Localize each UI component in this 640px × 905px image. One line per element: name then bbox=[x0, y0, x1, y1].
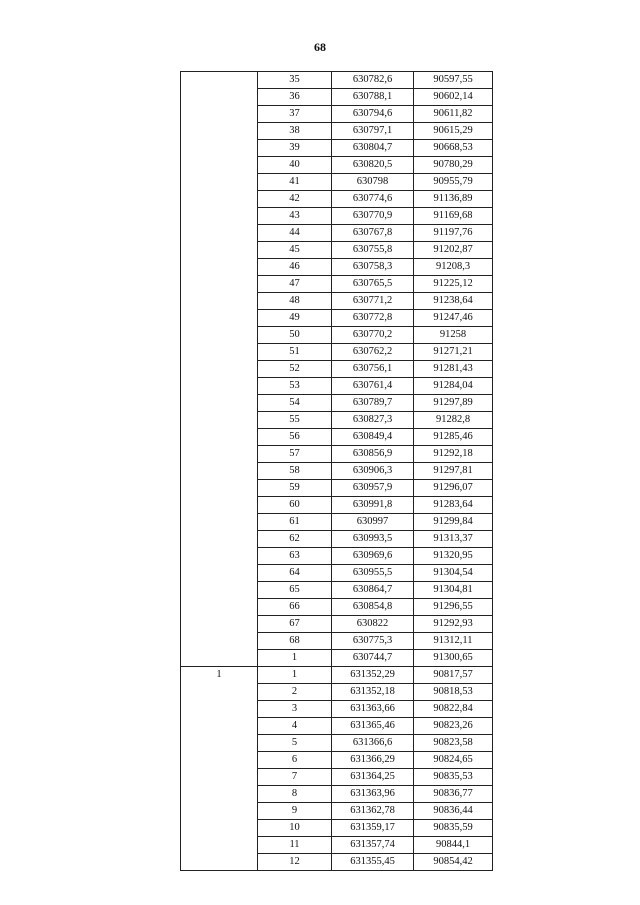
x-coordinate-cell: 630864,7 bbox=[332, 582, 414, 599]
x-coordinate-cell: 630993,5 bbox=[332, 531, 414, 548]
y-coordinate-cell: 90836,44 bbox=[414, 803, 493, 820]
x-coordinate-cell: 630794,6 bbox=[332, 106, 414, 123]
point-number-cell: 7 bbox=[258, 769, 332, 786]
y-coordinate-cell: 90824,65 bbox=[414, 752, 493, 769]
x-coordinate-cell: 631359,17 bbox=[332, 820, 414, 837]
x-coordinate-cell: 630767,8 bbox=[332, 225, 414, 242]
point-number-cell: 56 bbox=[258, 429, 332, 446]
y-coordinate-cell: 91208,3 bbox=[414, 259, 493, 276]
point-number-cell: 8 bbox=[258, 786, 332, 803]
point-number-cell: 46 bbox=[258, 259, 332, 276]
point-number-cell: 54 bbox=[258, 395, 332, 412]
point-number-cell: 51 bbox=[258, 344, 332, 361]
x-coordinate-cell: 630957,9 bbox=[332, 480, 414, 497]
point-number-cell: 9 bbox=[258, 803, 332, 820]
point-number-cell: 50 bbox=[258, 327, 332, 344]
y-coordinate-cell: 91297,81 bbox=[414, 463, 493, 480]
point-number-cell: 39 bbox=[258, 140, 332, 157]
x-coordinate-cell: 630789,7 bbox=[332, 395, 414, 412]
point-number-cell: 37 bbox=[258, 106, 332, 123]
y-coordinate-cell: 91225,12 bbox=[414, 276, 493, 293]
coordinates-table bbox=[180, 71, 493, 871]
point-number-cell: 2 bbox=[258, 684, 332, 701]
x-coordinate-cell: 630744,7 bbox=[332, 650, 414, 667]
point-number-cell: 3 bbox=[258, 701, 332, 718]
point-number-cell: 47 bbox=[258, 276, 332, 293]
y-coordinate-cell: 90597,55 bbox=[414, 72, 493, 89]
point-number-cell: 66 bbox=[258, 599, 332, 616]
x-coordinate-cell: 630762,2 bbox=[332, 344, 414, 361]
point-number-cell: 49 bbox=[258, 310, 332, 327]
point-number-cell: 40 bbox=[258, 157, 332, 174]
y-coordinate-cell: 90835,59 bbox=[414, 820, 493, 837]
y-coordinate-cell: 91292,93 bbox=[414, 616, 493, 633]
x-coordinate-cell: 631366,6 bbox=[332, 735, 414, 752]
y-coordinate-cell: 91292,18 bbox=[414, 446, 493, 463]
point-number-cell: 36 bbox=[258, 89, 332, 106]
y-coordinate-cell: 90602,14 bbox=[414, 89, 493, 106]
y-coordinate-cell: 91300,65 bbox=[414, 650, 493, 667]
point-number-cell: 4 bbox=[258, 718, 332, 735]
page-number: 68 bbox=[314, 40, 326, 54]
x-coordinate-cell: 631366,29 bbox=[332, 752, 414, 769]
x-coordinate-cell: 630955,5 bbox=[332, 565, 414, 582]
point-number-cell: 1 bbox=[258, 667, 332, 684]
x-coordinate-cell: 631357,74 bbox=[332, 837, 414, 854]
y-coordinate-cell: 91296,07 bbox=[414, 480, 493, 497]
x-coordinate-cell: 631362,78 bbox=[332, 803, 414, 820]
point-number-cell: 42 bbox=[258, 191, 332, 208]
x-coordinate-cell: 630849,4 bbox=[332, 429, 414, 446]
x-coordinate-cell: 631363,96 bbox=[332, 786, 414, 803]
x-coordinate-cell: 631355,45 bbox=[332, 854, 414, 871]
point-number-cell: 58 bbox=[258, 463, 332, 480]
point-number-cell: 38 bbox=[258, 123, 332, 140]
x-coordinate-cell: 630827,3 bbox=[332, 412, 414, 429]
y-coordinate-cell: 91238,64 bbox=[414, 293, 493, 310]
x-coordinate-cell: 630758,3 bbox=[332, 259, 414, 276]
y-coordinate-cell: 91247,46 bbox=[414, 310, 493, 327]
y-coordinate-cell: 90854,42 bbox=[414, 854, 493, 871]
y-coordinate-cell: 90823,58 bbox=[414, 735, 493, 752]
y-coordinate-cell: 91320,95 bbox=[414, 548, 493, 565]
y-coordinate-cell: 90817,57 bbox=[414, 667, 493, 684]
y-coordinate-cell: 91312,11 bbox=[414, 633, 493, 650]
table-row bbox=[181, 72, 493, 89]
y-coordinate-cell: 90955,79 bbox=[414, 174, 493, 191]
point-number-cell: 67 bbox=[258, 616, 332, 633]
y-coordinate-cell: 90822,84 bbox=[414, 701, 493, 718]
point-number-cell: 12 bbox=[258, 854, 332, 871]
y-coordinate-cell: 91271,21 bbox=[414, 344, 493, 361]
y-coordinate-cell: 91202,87 bbox=[414, 242, 493, 259]
y-coordinate-cell: 90780,29 bbox=[414, 157, 493, 174]
x-coordinate-cell: 630991,8 bbox=[332, 497, 414, 514]
y-coordinate-cell: 91299,84 bbox=[414, 514, 493, 531]
y-coordinate-cell: 91297,89 bbox=[414, 395, 493, 412]
y-coordinate-cell: 91296,55 bbox=[414, 599, 493, 616]
y-coordinate-cell: 90835,53 bbox=[414, 769, 493, 786]
x-coordinate-cell: 630782,6 bbox=[332, 72, 414, 89]
x-coordinate-cell: 630765,5 bbox=[332, 276, 414, 293]
x-coordinate-cell: 630774,6 bbox=[332, 191, 414, 208]
x-coordinate-cell: 630771,2 bbox=[332, 293, 414, 310]
x-coordinate-cell: 630797,1 bbox=[332, 123, 414, 140]
point-number-cell: 61 bbox=[258, 514, 332, 531]
x-coordinate-cell: 630798 bbox=[332, 174, 414, 191]
x-coordinate-cell: 630755,8 bbox=[332, 242, 414, 259]
x-coordinate-cell: 630906,3 bbox=[332, 463, 414, 480]
y-coordinate-cell: 91136,89 bbox=[414, 191, 493, 208]
x-coordinate-cell: 631365,46 bbox=[332, 718, 414, 735]
x-coordinate-cell: 630820,5 bbox=[332, 157, 414, 174]
table-row bbox=[181, 667, 493, 684]
point-number-cell: 35 bbox=[258, 72, 332, 89]
point-number-cell: 55 bbox=[258, 412, 332, 429]
point-number-cell: 41 bbox=[258, 174, 332, 191]
y-coordinate-cell: 91285,46 bbox=[414, 429, 493, 446]
x-coordinate-cell: 630770,2 bbox=[332, 327, 414, 344]
y-coordinate-cell: 91304,54 bbox=[414, 565, 493, 582]
x-coordinate-cell: 630770,9 bbox=[332, 208, 414, 225]
y-coordinate-cell: 91284,04 bbox=[414, 378, 493, 395]
y-coordinate-cell: 91258 bbox=[414, 327, 493, 344]
coordinates-table-body bbox=[181, 72, 493, 871]
x-coordinate-cell: 630775,3 bbox=[332, 633, 414, 650]
y-coordinate-cell: 90668,53 bbox=[414, 140, 493, 157]
x-coordinate-cell: 630854,8 bbox=[332, 599, 414, 616]
y-coordinate-cell: 90844,1 bbox=[414, 837, 493, 854]
x-coordinate-cell: 630788,1 bbox=[332, 89, 414, 106]
y-coordinate-cell: 91169,68 bbox=[414, 208, 493, 225]
y-coordinate-cell: 91282,8 bbox=[414, 412, 493, 429]
x-coordinate-cell: 630997 bbox=[332, 514, 414, 531]
point-number-cell: 43 bbox=[258, 208, 332, 225]
group-label-cell bbox=[181, 72, 258, 667]
point-number-cell: 11 bbox=[258, 837, 332, 854]
point-number-cell: 59 bbox=[258, 480, 332, 497]
y-coordinate-cell: 90818,53 bbox=[414, 684, 493, 701]
group-label-cell: 1 bbox=[181, 667, 258, 871]
y-coordinate-cell: 91313,37 bbox=[414, 531, 493, 548]
y-coordinate-cell: 90615,29 bbox=[414, 123, 493, 140]
point-number-cell: 52 bbox=[258, 361, 332, 378]
point-number-cell: 48 bbox=[258, 293, 332, 310]
point-number-cell: 53 bbox=[258, 378, 332, 395]
x-coordinate-cell: 630761,4 bbox=[332, 378, 414, 395]
x-coordinate-cell: 630969,6 bbox=[332, 548, 414, 565]
y-coordinate-cell: 91304,81 bbox=[414, 582, 493, 599]
point-number-cell: 65 bbox=[258, 582, 332, 599]
y-coordinate-cell: 90836,77 bbox=[414, 786, 493, 803]
y-coordinate-cell: 90823,26 bbox=[414, 718, 493, 735]
point-number-cell: 1 bbox=[258, 650, 332, 667]
x-coordinate-cell: 630804,7 bbox=[332, 140, 414, 157]
x-coordinate-cell: 630822 bbox=[332, 616, 414, 633]
point-number-cell: 60 bbox=[258, 497, 332, 514]
y-coordinate-cell: 91281,43 bbox=[414, 361, 493, 378]
point-number-cell: 57 bbox=[258, 446, 332, 463]
point-number-cell: 45 bbox=[258, 242, 332, 259]
x-coordinate-cell: 630856,9 bbox=[332, 446, 414, 463]
point-number-cell: 6 bbox=[258, 752, 332, 769]
y-coordinate-cell: 91197,76 bbox=[414, 225, 493, 242]
point-number-cell: 63 bbox=[258, 548, 332, 565]
y-coordinate-cell: 91283,64 bbox=[414, 497, 493, 514]
point-number-cell: 64 bbox=[258, 565, 332, 582]
point-number-cell: 44 bbox=[258, 225, 332, 242]
x-coordinate-cell: 631364,25 bbox=[332, 769, 414, 786]
x-coordinate-cell: 631352,29 bbox=[332, 667, 414, 684]
point-number-cell: 68 bbox=[258, 633, 332, 650]
point-number-cell: 10 bbox=[258, 820, 332, 837]
x-coordinate-cell: 631352,18 bbox=[332, 684, 414, 701]
x-coordinate-cell: 630756,1 bbox=[332, 361, 414, 378]
x-coordinate-cell: 631363,66 bbox=[332, 701, 414, 718]
x-coordinate-cell: 630772,8 bbox=[332, 310, 414, 327]
point-number-cell: 62 bbox=[258, 531, 332, 548]
point-number-cell: 5 bbox=[258, 735, 332, 752]
y-coordinate-cell: 90611,82 bbox=[414, 106, 493, 123]
